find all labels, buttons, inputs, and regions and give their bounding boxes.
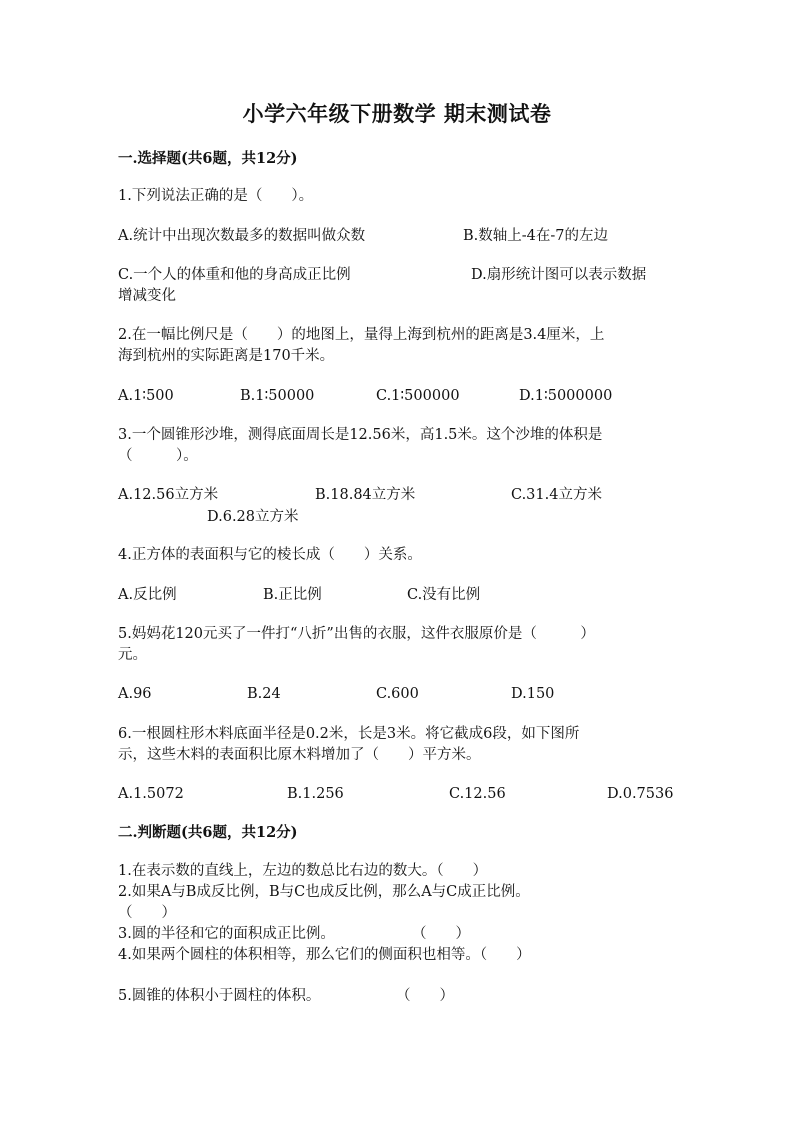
question-6-stem: 6.一根圆柱形木料底面半径是0.2米，长是3米。将它截成6段，如下图所 xyxy=(118,726,580,742)
question-5-option-a: A.96 xyxy=(118,686,152,702)
question-2-stem-cont: 海到杭州的实际距离是170千米。 xyxy=(118,348,335,364)
question-4-option-b: B.正比例 xyxy=(263,587,322,603)
question-6-option-d: D.0.7536 xyxy=(607,786,674,802)
question-5-stem-cont: 元。 xyxy=(118,647,147,663)
question-1-option-c: C.一个人的体重和他的身高成正比例 xyxy=(118,267,351,283)
question-1-option-d: D.扇形统计图可以表示数据 xyxy=(471,267,647,283)
judgement-3-blank: （ ） xyxy=(412,926,470,942)
question-2-stem: 2.在一幅比例尺是（ ）的地图上，量得上海到杭州的距离是3.4厘米，上 xyxy=(118,327,605,343)
question-3-option-c: C.31.4立方米 xyxy=(511,487,602,503)
question-3-stem: 3.一个圆锥形沙堆，测得底面周长是12.56米，高1.5米。这个沙堆的体积是 xyxy=(118,427,603,443)
question-4-option-c: C.没有比例 xyxy=(407,587,481,603)
question-5-option-b: B.24 xyxy=(247,686,281,702)
question-2-option-c: C.1∶500000 xyxy=(376,388,460,404)
judgement-2-blank: （ ） xyxy=(118,905,176,921)
question-2-option-b: B.1∶50000 xyxy=(240,388,315,404)
question-5-stem: 5.妈妈花120元买了一件打“八折”出售的衣服，这件衣服原价是（ ） xyxy=(118,626,595,642)
question-3-stem-cont: （ ）。 xyxy=(118,448,198,464)
question-3-option-b: B.18.84立方米 xyxy=(315,487,416,503)
question-6-option-c: C.12.56 xyxy=(449,786,506,802)
question-5-option-d: D.150 xyxy=(511,686,555,702)
question-3-option-a: A.12.56立方米 xyxy=(118,487,219,503)
question-6-stem-cont: 示，这些木料的表面积比原木料增加了（ ）平方米。 xyxy=(118,747,481,763)
judgement-1: 1.在表示数的直线上，左边的数总比右边的数大。（ ） xyxy=(118,863,488,879)
question-6-option-b: B.1.256 xyxy=(287,786,344,802)
question-2-option-d: D.1∶5000000 xyxy=(519,388,613,404)
question-2-option-a: A.1∶500 xyxy=(118,388,174,404)
judgement-3: 3.圆的半径和它的面积成正比例。 xyxy=(118,926,335,942)
judgement-5-blank: （ ） xyxy=(396,988,454,1004)
question-1-option-d-cont: 增减变化 xyxy=(118,288,176,304)
question-4-option-a: A.反比例 xyxy=(118,587,177,603)
page-title: 小学六年级下册数学 期末测试卷 xyxy=(242,101,552,126)
question-4-stem: 4.正方体的表面积与它的棱长成（ ）关系。 xyxy=(118,547,422,563)
judgement-5: 5.圆锥的体积小于圆柱的体积。 xyxy=(118,988,321,1004)
question-6-option-a: A.1.5072 xyxy=(118,786,184,802)
section-heading-choice: 一.选择题(共6题，共12分) xyxy=(118,150,298,167)
question-5-option-c: C.600 xyxy=(376,686,419,702)
question-1-stem: 1.下列说法正确的是（ ）。 xyxy=(118,188,314,204)
judgement-2: 2.如果A与B成反比例，B与C也成反比例，那么A与C成正比例。 xyxy=(118,884,530,900)
question-1-option-b: B.数轴上-4在-7的左边 xyxy=(463,228,609,244)
judgement-4: 4.如果两个圆柱的体积相等，那么它们的侧面积也相等。（ ） xyxy=(118,947,531,963)
question-3-option-d: D.6.28立方米 xyxy=(207,509,299,525)
question-1-option-a: A.统计中出现次数最多的数据叫做众数 xyxy=(118,228,366,244)
section-heading-judgement: 二.判断题(共6题，共12分) xyxy=(118,824,298,841)
